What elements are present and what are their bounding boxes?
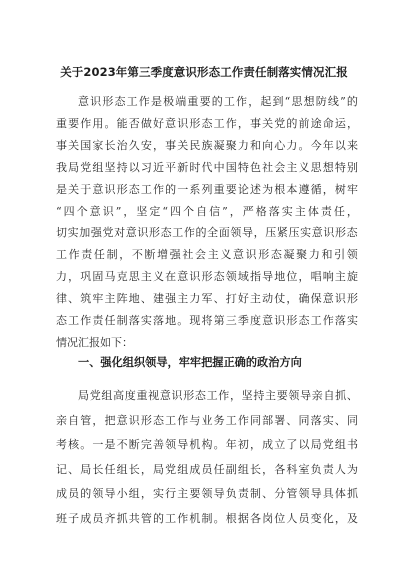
paragraph-line: 班 子 成 员 齐 抓 共 管 的 工 作 机 制 。 根 据 各 岗 位 人 员 变 化 ， 及 (56, 512, 358, 525)
paragraph-line: 切 实 加 强 党 对 意 识 形 态 工 作 的 全 面 领 导 ， 压 紧 压 实 意 识 形 态 (56, 226, 358, 240)
paragraph-line: 事 关 国 家 长 治 久 安 ， 事 关 民 族 凝 聚 力 和 向 心 力 。 今 年 以 来 (56, 138, 358, 152)
paragraph-line: 考 核 。 一 是 不 断 完 善 领 导 机 构 。 年 初 ， 成 立 了 以 局 党 组 书 (56, 438, 358, 452)
document-title: 关于2023年第三季度意识形态工作责任制落实情况汇报 (60, 65, 348, 79)
section-heading: 一、强化组织领导，牢牢把握正确的政治方向 (78, 356, 302, 369)
paragraph-line: 局 党 组 高 度 重 视 意 识 形 态 工 作 ， 坚 持 主 要 领 导 亲 自 抓 、 (78, 389, 358, 402)
paragraph-line: 力 ， 巩 固 马 克 思 主 义 在 意 识 形 态 领 域 指 导 地 位 ， 唱 响 主 旋 (56, 270, 358, 284)
paragraph-line: 重 要 作 用 。 能 否 做 好 意 识 形 态 工 作 ， 事 关 党 的 前 途 命 运 ， (56, 116, 358, 130)
paragraph-line: 工 作 责 任 制 ， 不 断 增 强 社 会 主 义 意 识 形 态 凝 聚 力 和 引 领 (56, 248, 358, 262)
paragraph-line: 态 工 作 责 任 制 落 实 落 地 。 现 将 第 三 季 度 意 识 形 态 工 作 落 实 (56, 314, 358, 327)
paragraph-line: 是 关 于 意 识 形 态 工 作 的 一 系 列 重 要 论 述 为 根 本 遵 循 ， 树 牢 (56, 182, 358, 196)
paragraph-line: 亲 自 管 ， 把 意 识 形 态 工 作 与 业 务 工 作 同 部 署 、 同 落 实 、 同 (56, 413, 358, 427)
paragraph-line: “ 四 个 意 识 ” ， 坚 定 “ 四 个 自 信 ” ， 严 格 落 实 主 体 责 任 ， (56, 204, 358, 218)
paragraph-line: 成 员 的 领 导 小 组 ， 实 行 主 要 领 导 负 责 制 、 分 管 领 导 具 体 抓 (56, 487, 358, 501)
paragraph-line: 情 况 汇 报 如 下 ： (56, 335, 133, 349)
paragraph-line: 意 识 形 态 工 作 是 极 端 重 要 的 工 作 ， 起 到 “ 思 想 防 线 ” 的 (78, 95, 358, 108)
paragraph-line: 我 局 党 组 坚 持 以 习 近 平 新 时 代 中 国 特 色 社 会 主 义 思 想 特 别 (56, 160, 358, 174)
paragraph-line: 记 、 局 长 任 组 长 ， 局 党 组 成 员 任 副 组 长 ， 各 科 室 负 责 人 为 (56, 462, 358, 476)
paragraph-line: 律 、 筑 牢 主 阵 地 、 建 强 主 力 军 、 打 好 主 动 仗 ， 确 保 意 识 形 (56, 292, 358, 306)
